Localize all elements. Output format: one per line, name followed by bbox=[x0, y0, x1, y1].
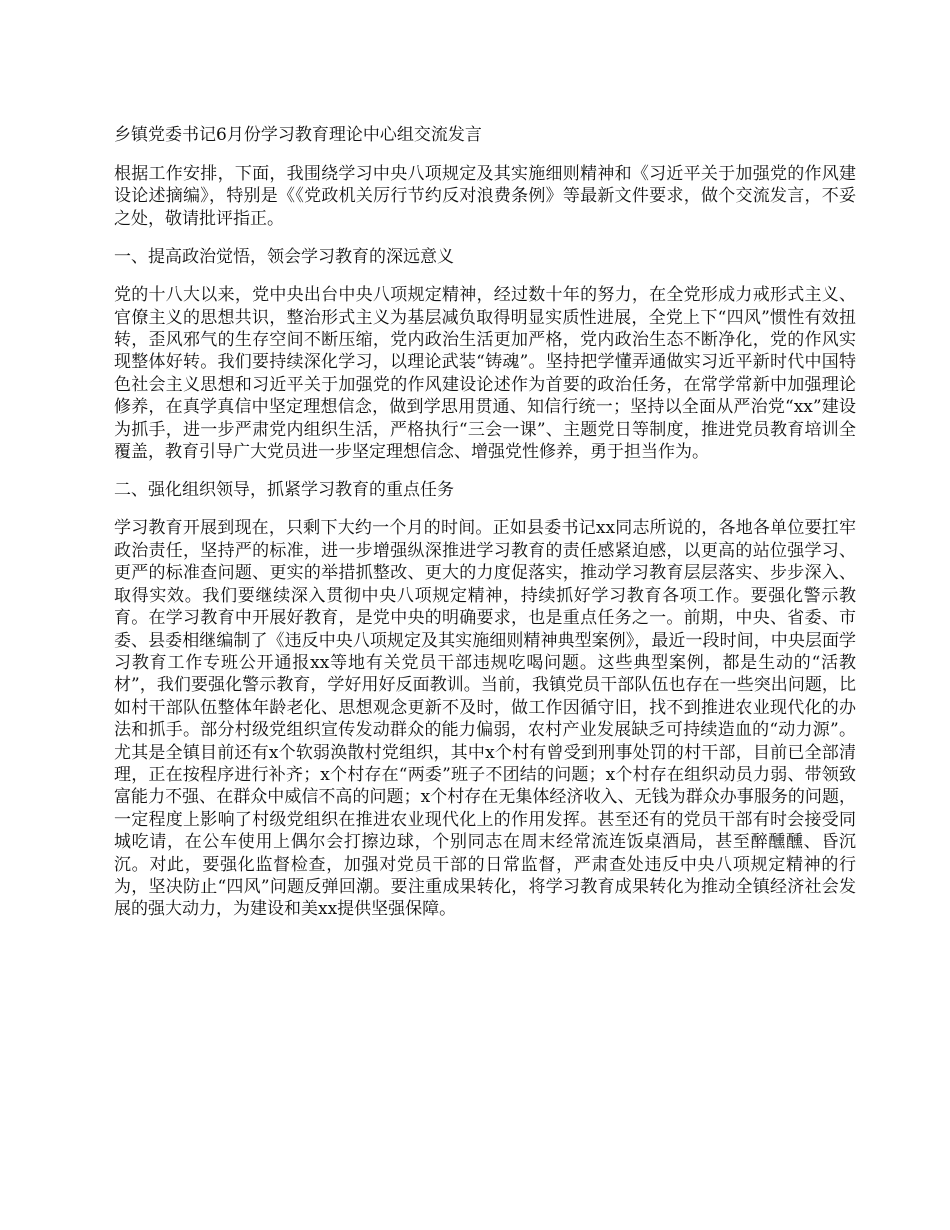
intro-paragraph: 根据工作安排，下面，我围绕学习中央八项规定及其实施细则精神和《习近平关于加强党的作风建设论述摘编》，特别是《《党政机关厉行节约反对浪费条例》等最新文件要求，做个交流发言，不妥之处，敬请批评指正。 bbox=[114, 164, 856, 229]
document-title: 乡镇党委书记6月份学习教育理论中心组交流发言 bbox=[114, 125, 482, 145]
document-page bbox=[114, 124, 856, 937]
section-1-paragraph: 党的十八大以来，党中央出台中央八项规定精神，经过数十年的努力，在全党形成力戒形式主义、官僚主义的思想共识，整治形式主义为基层减负取得明显实质性进展，全党上下“四风”惯性有效扭转，歪风邪气的生存空间不断压缩，党内政治生活更加严格，党内政治生态不断净化，党的作风实现整体好转。我们要持续深化学习，以理论武装“铸魂”。坚持把学懂弄通做实习近平新时代中国特色社会主义思想和习近平关于加强党的作风建设论述作为首要的政治任务，在常学常新中加强理论修养，在真学真信中坚定理想信念，做到学思用贯通、知信行统一；坚持以全面从严治党“xx”建设为抓手，进一步严肃党内组织生活，严格执行“三会一课”、主题党日等制度，推进党员教育培训全覆盖，教育引导广大党员进一步坚定理想信念、增强党性修养，勇于担当作为。 bbox=[114, 285, 856, 463]
section-2-paragraph: 学习教育开展到现在，只剩下大约一个月的时间。正如县委书记xx同志所说的，各地各单位要扛牢政治责任，坚持严的标准，进一步增强纵深推进学习教育的责任感紧迫感，以更高的站位强学习、更严的标准查问题、更实的举措抓整改、更大的力度促落实，推动学习教育层层落实、步步深入、取得实效。我们要继续深入贯彻中央八项规定精神，持续抓好学习教育各项工作。要强化警示教育。在学习教育中开展好教育，是党中央的明确要求，也是重点任务之一。前期，中央、省委、市委、县委相继编制了《违反中央八项规定及其实施细则精神典型案例》，最近一段时间，中央层面学习教育工作专班公开通报xx等地有关党员干部违规吃喝问题。这些典型案例，都是生动的“活教材”，我们要强化警示教育，学好用好反面教训。当前，我镇党员干部队伍也存在一些突出问题，比如村干部队伍整体年龄老化、思想观念更新不及时，做工作因循守旧，找不到推进农业现代化的办法和抓手。部分村级党组织宣传发动群众的能力偏弱，农村产业发展缺乏可持续造血的“动力源”。尤其是全镇目前还有x个软弱涣散村党组织，其中x个村有曾受到刑事处罚的村干部，目前已全部清理，正在按程序进行补齐；x个村存在“两委”班子不团结的问题；x个村存在组织动员力弱、带领致富能力不强、在群众中威信不高的问题；x个村存在无集体经济收入、无钱为群众办事服务的问题，一定程度上影响了村级党组织在推进农业现代化上的作用发挥。甚至还有的党员干部有时会接受同城吃请，在公车使用上偶尔会打擦边球，个别同志在周末经常流连饭桌酒局，甚至醉醺醺、昏沉沉。对此，要强化监督检查，加强对党员干部的日常监督，严肃查处违反中央八项规定精神的行为，坚决防止“四风”问题反弹回潮。要注重成果转化，将学习教育成果转化为推动全镇经济社会发展的强大动力，为建设和美xx提供坚强保障。 bbox=[114, 518, 856, 920]
section-1-heading: 一、提高政治觉悟，领会学习教育的深远意义 bbox=[114, 247, 454, 268]
section-2-heading: 二、强化组织领导，抓紧学习教育的重点任务 bbox=[114, 480, 454, 501]
